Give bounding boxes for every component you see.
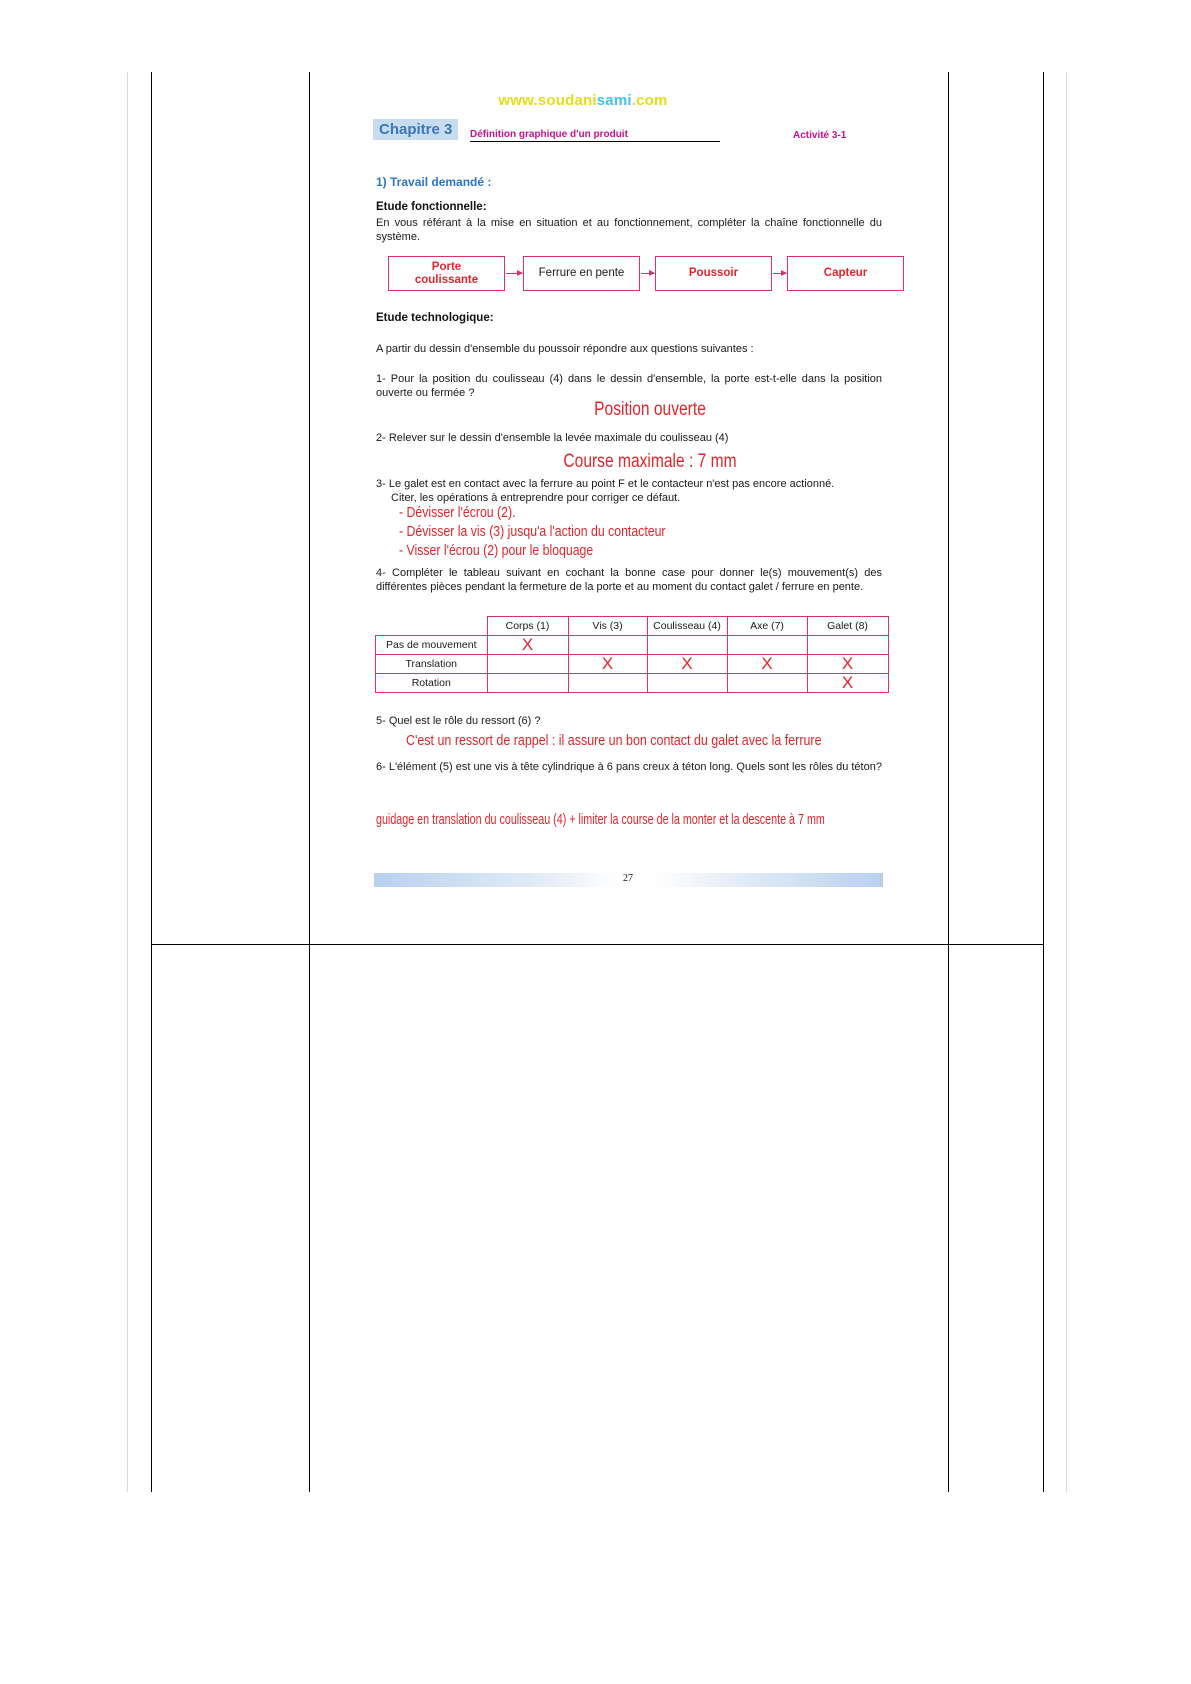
chain-arrow-3 — [773, 273, 786, 274]
chain-arrow-1 — [506, 273, 522, 274]
chapter-badge: Chapitre 3 — [373, 119, 458, 140]
movement-table — [375, 616, 889, 693]
chain-box-2: Ferrure en pente — [523, 256, 640, 291]
question-3-answer-2: - Dévisser la vis (3) jusqu'a l'action du contacteur — [399, 523, 666, 540]
movement-table-header — [376, 617, 889, 636]
chain-arrow-2 — [641, 273, 654, 274]
frame-line-outer-right — [1066, 72, 1067, 1492]
question-3-answer-1: - Dévisser l'écrou (2). — [399, 504, 516, 521]
activity-label: Activité 3-1 — [793, 130, 847, 141]
table-row — [376, 636, 889, 655]
check-cell[interactable] — [727, 674, 807, 693]
chain-box-1: Porte coulissante — [388, 256, 505, 291]
check-cell[interactable] — [568, 636, 647, 655]
frame-line-inner-left — [309, 72, 310, 1492]
check-cell[interactable] — [727, 636, 807, 655]
question-4-text: 4- Compléter le tableau suivant en cochant la bonne case pour donner le(s) mouvement(s) des différentes pièces pendant la fermeture de la porte et au moment du contact galet / ferrure en pente. — [376, 567, 882, 593]
row-label: Pas de mouvement — [376, 636, 488, 655]
check-cell[interactable]: X — [568, 655, 647, 674]
table-row — [376, 674, 889, 693]
question-3-text-line2: Citer, les opérations à entreprendre pour corriger ce défaut. — [391, 492, 681, 504]
question-1-text: 1- Pour la position du coulisseau (4) dans le dessin d'ensemble, la porte est-t-elle dans la position ouverte ou fermée ? — [376, 373, 882, 399]
question-1-answer: Position ouverte — [594, 399, 706, 420]
column-header: Axe (7) — [727, 617, 807, 636]
check-cell[interactable] — [487, 674, 568, 693]
frame-line-outer-left — [127, 72, 128, 1492]
question-5-text: 5- Quel est le rôle du ressort (6) ? — [376, 715, 541, 727]
check-cell[interactable] — [647, 636, 727, 655]
question-3-text-line1: 3- Le galet est en contact avec la ferrure au point F et le contacteur n'est pas encore actionné. — [376, 478, 835, 490]
chain-box-3: Poussoir — [655, 256, 772, 291]
question-3-answer-3: - Visser l'écrou (2) pour le bloquage — [399, 542, 594, 559]
row-label: Translation — [376, 655, 488, 674]
table-row — [376, 655, 889, 674]
document-title: Définition graphique d'un produit — [470, 129, 720, 142]
site-url: www.soudanisami.com — [498, 92, 668, 109]
technological-study-intro: A partir du dessin d'ensemble du poussoir répondre aux questions suivantes : — [376, 343, 754, 355]
check-cell[interactable] — [487, 655, 568, 674]
frame-row-divider — [151, 944, 1044, 945]
frame-line-inner-right — [948, 72, 949, 1492]
check-cell[interactable]: X — [727, 655, 807, 674]
question-6-answer: guidage en translation du coulisseau (4) + limiter la course de la monter et la descente à 7 mm — [376, 812, 825, 828]
column-header: Coulisseau (4) — [647, 617, 727, 636]
page-number: 27 — [623, 873, 633, 884]
question-5-answer: C'est un ressort de rappel : il assure un bon contact du galet avec la ferrure — [406, 733, 822, 749]
check-cell[interactable]: X — [807, 674, 888, 693]
row-label: Rotation — [376, 674, 488, 693]
question-2-answer: Course maximale : 7 mm — [563, 451, 737, 472]
check-cell[interactable]: X — [647, 655, 727, 674]
functional-study-label: Etude fonctionnelle: — [376, 201, 487, 213]
question-6-text: 6- L'élément (5) est une vis à tête cylindrique à 6 pans creux à téton long. Quels sont les rôles du téton? — [376, 761, 882, 773]
check-cell[interactable]: X — [807, 655, 888, 674]
frame-line-right — [1043, 72, 1044, 1492]
technological-study-label: Etude technologique: — [376, 312, 494, 324]
column-header: Corps (1) — [487, 617, 568, 636]
check-cell[interactable] — [568, 674, 647, 693]
table-corner — [376, 617, 488, 636]
check-cell[interactable]: X — [487, 636, 568, 655]
check-cell[interactable] — [647, 674, 727, 693]
check-cell[interactable] — [807, 636, 888, 655]
frame-line-left — [151, 72, 152, 1492]
section-title: 1) Travail demandé : — [376, 175, 492, 189]
functional-study-text: En vous référant à la mise en situation et au fonctionnement, compléter la chaîne fonctionnelle du système. — [376, 217, 882, 243]
question-2-text: 2- Relever sur le dessin d'ensemble la levée maximale du coulisseau (4) — [376, 432, 729, 444]
column-header: Vis (3) — [568, 617, 647, 636]
column-header: Galet (8) — [807, 617, 888, 636]
chain-box-4: Capteur — [787, 256, 904, 291]
